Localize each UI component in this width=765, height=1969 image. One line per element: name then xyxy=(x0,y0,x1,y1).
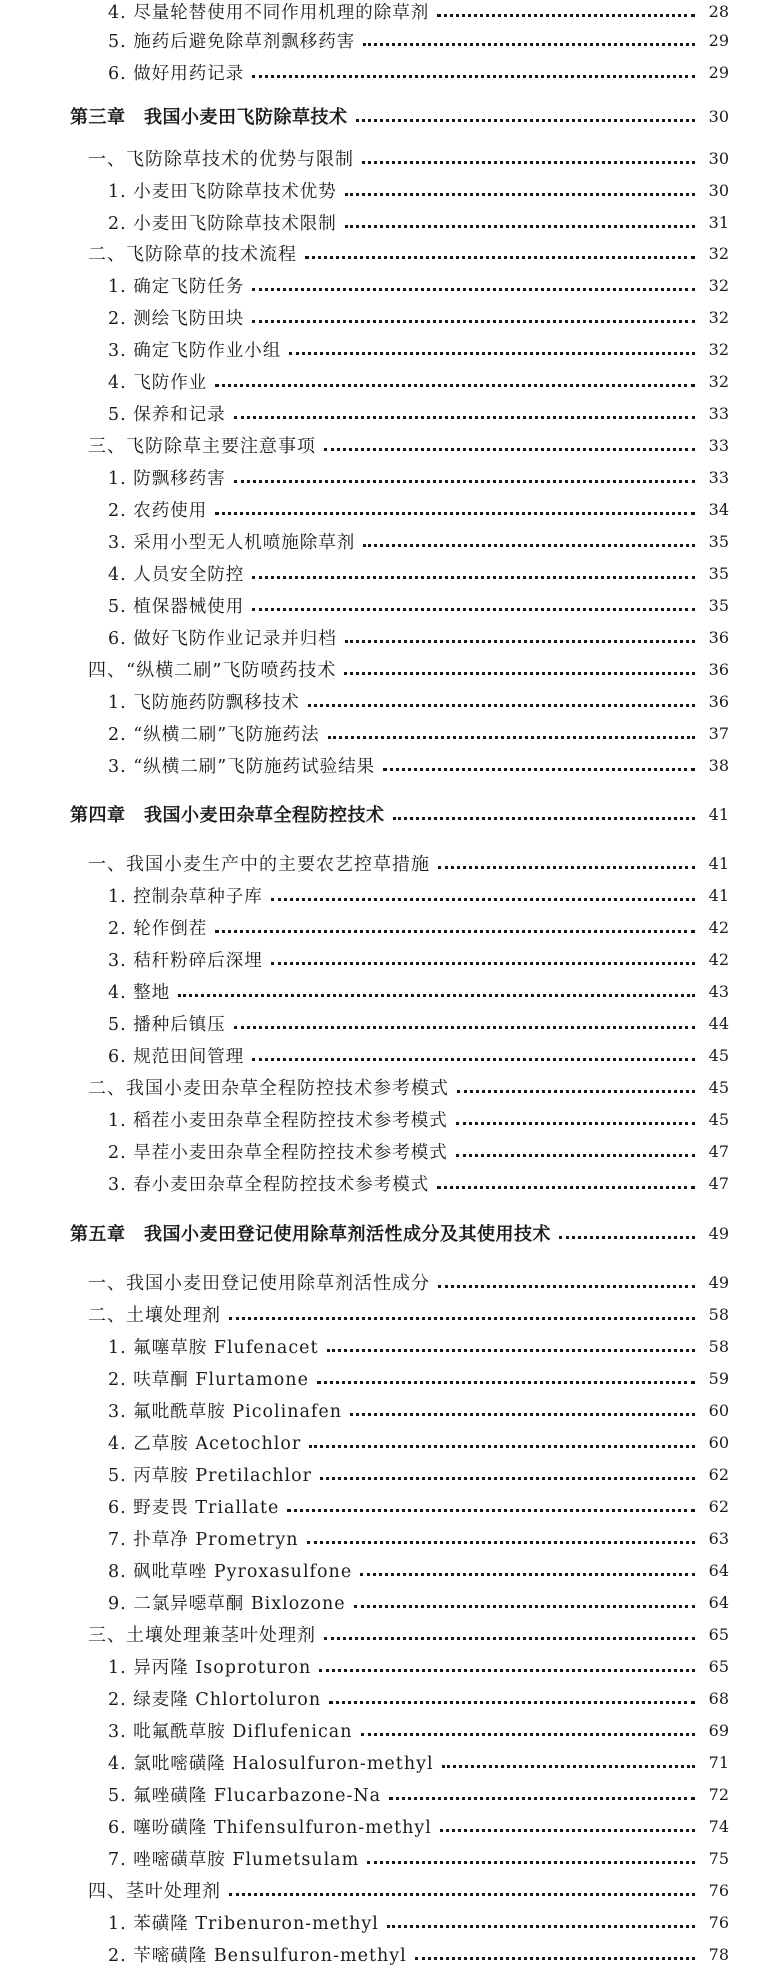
toc-entry-title: 4. 人员安全防控 xyxy=(108,564,245,585)
toc-section xyxy=(0,848,765,878)
dot-leader xyxy=(354,1605,695,1608)
toc-entry-title: 二、我国小麦田杂草全程防控技术参考模式 xyxy=(88,1078,449,1099)
toc-entry-title: 四、茎叶处理剂 xyxy=(88,1881,221,1902)
toc-entry-title: 第三章 我国小麦田飞防除草技术 xyxy=(70,107,348,128)
toc-entry-title: 5. 植保器械使用 xyxy=(108,596,245,617)
toc-entry-page: 36 xyxy=(708,691,729,711)
toc-item xyxy=(0,912,765,942)
toc-entry-page: 49 xyxy=(708,1272,729,1292)
dot-leader xyxy=(438,866,695,869)
toc-entry-page: 41 xyxy=(708,853,729,873)
toc-entry-page: 49 xyxy=(708,1223,729,1243)
toc-entry-page: 33 xyxy=(708,467,729,487)
toc-item xyxy=(0,207,765,237)
dot-leader xyxy=(252,1058,695,1061)
dot-leader xyxy=(271,962,695,965)
toc-entry-title: 1. 苯磺隆 Tribenuron-methyl xyxy=(108,1913,379,1934)
toc-entry-title: 5. 保养和记录 xyxy=(108,404,226,425)
toc-entry-title: 3. 吡氟酰草胺 Diflufenican xyxy=(108,1721,353,1742)
dot-leader xyxy=(234,1026,695,1029)
toc-section xyxy=(0,1267,765,1297)
dot-leader xyxy=(456,1154,695,1157)
toc-item xyxy=(0,622,765,652)
dot-leader xyxy=(229,1893,695,1896)
dot-leader xyxy=(360,1573,695,1576)
dot-leader xyxy=(437,14,695,17)
toc-entry-page: 68 xyxy=(708,1688,729,1708)
toc-entry-title: 1. 飞防施药防飘移技术 xyxy=(108,692,300,713)
toc-entry-title: 6. 规范田间管理 xyxy=(108,1046,245,1067)
toc-item xyxy=(0,1427,765,1457)
toc-item xyxy=(0,175,765,205)
toc-item xyxy=(0,590,765,620)
toc-item xyxy=(0,880,765,910)
toc-entry-page: 76 xyxy=(708,1912,729,1932)
toc-entry-title: 4. 飞防作业 xyxy=(108,372,208,393)
toc-entry-page: 33 xyxy=(708,435,729,455)
dot-leader xyxy=(234,416,695,419)
dot-leader xyxy=(252,576,695,579)
toc-item xyxy=(0,366,765,396)
toc-item xyxy=(0,1168,765,1198)
toc-entry-page: 62 xyxy=(708,1496,729,1516)
toc-entry-page: 47 xyxy=(708,1141,729,1161)
toc-entry-page: 41 xyxy=(708,804,729,824)
toc-item xyxy=(0,494,765,524)
toc-entry-page: 65 xyxy=(708,1624,729,1644)
toc-entry-title: 2. 苄嘧磺隆 Bensulfuron-methyl xyxy=(108,1945,407,1966)
toc-item xyxy=(0,398,765,428)
toc-entry-page: 75 xyxy=(708,1848,729,1868)
dot-leader xyxy=(393,817,696,820)
dot-leader xyxy=(415,1957,695,1960)
toc-entry-title: 2. 旱茬小麦田杂草全程防控技术参考模式 xyxy=(108,1142,448,1163)
toc-entry-page: 58 xyxy=(708,1304,729,1324)
toc-entry-title: 6. 做好用药记录 xyxy=(108,63,245,84)
toc-entry-title: 5. 施药后避免除草剂飘移药害 xyxy=(108,31,356,52)
toc-entry-page: 29 xyxy=(708,62,729,82)
dot-leader xyxy=(362,161,695,164)
toc-section xyxy=(0,654,765,684)
toc-entry-title: 7. 唑嘧磺草胺 Flumetsulam xyxy=(108,1849,360,1870)
toc-entry-page: 37 xyxy=(708,723,729,743)
toc-item xyxy=(0,1459,765,1489)
toc-item xyxy=(0,462,765,492)
dot-leader xyxy=(308,704,695,707)
toc-section xyxy=(0,238,765,268)
toc-entry-title: 2. 农药使用 xyxy=(108,500,208,521)
dot-leader xyxy=(345,640,695,643)
toc-entry-page: 35 xyxy=(708,531,729,551)
dot-leader xyxy=(367,1861,695,1864)
toc-item xyxy=(0,1779,765,1809)
toc-entry-page: 47 xyxy=(708,1173,729,1193)
toc-item xyxy=(0,1395,765,1425)
toc-entry-page: 32 xyxy=(708,339,729,359)
toc-entry-page: 32 xyxy=(708,307,729,327)
dot-leader xyxy=(229,1317,695,1320)
toc-entry-page: 58 xyxy=(708,1336,729,1356)
dot-leader xyxy=(345,225,695,228)
toc-entry-page: 63 xyxy=(708,1528,729,1548)
toc-entry-page: 72 xyxy=(708,1784,729,1804)
dot-leader xyxy=(252,288,695,291)
toc-section xyxy=(0,430,765,460)
toc-item xyxy=(0,1331,765,1361)
dot-leader xyxy=(320,1477,695,1480)
toc-item xyxy=(0,57,765,87)
dot-leader xyxy=(287,1509,695,1512)
toc-entry-title: 2. 轮作倒茬 xyxy=(108,918,208,939)
dot-leader xyxy=(317,1381,695,1384)
toc-entry-page: 60 xyxy=(708,1432,729,1452)
dot-leader xyxy=(457,1090,695,1093)
toc-entry-page: 45 xyxy=(708,1109,729,1129)
dot-leader xyxy=(363,544,695,547)
toc-entry-title: 6. 做好飞防作业记录并归档 xyxy=(108,628,337,649)
toc-item xyxy=(0,558,765,588)
dot-leader xyxy=(345,193,695,196)
toc-item xyxy=(0,1651,765,1681)
toc-item xyxy=(0,976,765,1006)
toc-section xyxy=(0,1619,765,1649)
toc-entry-title: 3. “纵横二刷”飞防施药试验结果 xyxy=(108,756,376,777)
toc-item xyxy=(0,270,765,300)
dot-leader xyxy=(234,480,695,483)
toc-entry-page: 32 xyxy=(708,371,729,391)
dot-leader xyxy=(271,898,695,901)
toc-item xyxy=(0,1811,765,1841)
toc-entry-title: 三、飞防除草主要注意事项 xyxy=(88,436,316,457)
toc-entry-page: 30 xyxy=(708,180,729,200)
toc-entry-title: 2. 测绘飞防田块 xyxy=(108,308,245,329)
toc-entry-title: 第四章 我国小麦田杂草全程防控技术 xyxy=(70,805,385,826)
toc-entry-page: 62 xyxy=(708,1464,729,1484)
dot-leader xyxy=(327,1349,695,1352)
toc-entry-title: 1. 氟噻草胺 Flufenacet xyxy=(108,1337,319,1358)
toc-entry-title: 三、土壤处理兼茎叶处理剂 xyxy=(88,1625,316,1646)
toc-item xyxy=(0,1843,765,1873)
toc-entry-title: 一、飞防除草技术的优势与限制 xyxy=(88,149,354,170)
dot-leader xyxy=(307,1541,695,1544)
dot-leader xyxy=(309,1445,695,1448)
toc-entry-title: 2. 小麦田飞防除草技术限制 xyxy=(108,213,337,234)
toc-entry-title: 1. 确定飞防任务 xyxy=(108,276,245,297)
toc-entry-title: 1. 防飘移药害 xyxy=(108,468,226,489)
toc-entry-page: 71 xyxy=(708,1752,729,1772)
toc-section xyxy=(0,1875,765,1905)
toc-entry-page: 42 xyxy=(708,917,729,937)
toc-chapter xyxy=(0,1218,765,1248)
toc-entry-page: 31 xyxy=(708,212,729,232)
toc-item xyxy=(0,1747,765,1777)
toc-entry-page: 30 xyxy=(708,106,729,126)
dot-leader xyxy=(215,512,695,515)
dot-leader xyxy=(178,994,695,997)
toc-entry-page: 59 xyxy=(708,1368,729,1388)
toc-item xyxy=(0,1683,765,1713)
toc-entry-page: 45 xyxy=(708,1045,729,1065)
toc-item xyxy=(0,686,765,716)
dot-leader xyxy=(319,1669,695,1672)
toc-item xyxy=(0,1907,765,1937)
toc-entry-page: 32 xyxy=(708,275,729,295)
toc-entry-title: 二、土壤处理剂 xyxy=(88,1305,221,1326)
dot-leader xyxy=(252,75,695,78)
toc-entry-page: 36 xyxy=(708,659,729,679)
toc-item xyxy=(0,750,765,780)
toc-entry-page: 64 xyxy=(708,1592,729,1612)
toc-section xyxy=(0,1072,765,1102)
toc-entry-title: 4. 乙草胺 Acetochlor xyxy=(108,1433,302,1454)
toc-entry-title: 二、飞防除草的技术流程 xyxy=(88,244,297,265)
dot-leader xyxy=(356,119,696,122)
toc-entry-page: 30 xyxy=(708,148,729,168)
toc-item xyxy=(0,1363,765,1393)
toc-entry-page: 28 xyxy=(708,1,729,21)
dot-leader xyxy=(350,1413,695,1416)
toc-entry-title: 3. 确定飞防作业小组 xyxy=(108,340,282,361)
dot-leader xyxy=(456,1122,695,1125)
dot-leader xyxy=(328,736,695,739)
toc-item xyxy=(0,1715,765,1745)
toc-entry-title: 3. 秸秆粉碎后深埋 xyxy=(108,950,263,971)
toc-entry-page: 41 xyxy=(708,885,729,905)
dot-leader xyxy=(389,1797,695,1800)
dot-leader xyxy=(437,1186,695,1189)
toc-entry-title: 1. 异丙隆 Isoproturon xyxy=(108,1657,312,1678)
toc-entry-title: 5. 丙草胺 Pretilachlor xyxy=(108,1465,313,1486)
toc-entry-page: 44 xyxy=(708,1013,729,1033)
toc-entry-title: 9. 二氯异噁草酮 Bixlozone xyxy=(108,1593,346,1614)
toc-entry-title: 7. 扑草净 Prometryn xyxy=(108,1529,299,1550)
toc-entry-title: 8. 砜吡草唑 Pyroxasulfone xyxy=(108,1561,353,1582)
toc-item xyxy=(0,1491,765,1521)
toc-entry-page: 43 xyxy=(708,981,729,1001)
toc-item xyxy=(0,1104,765,1134)
dot-leader xyxy=(440,1829,695,1832)
toc-item xyxy=(0,1555,765,1585)
toc-entry-title: 1. 小麦田飞防除草技术优势 xyxy=(108,181,337,202)
toc-item xyxy=(0,1008,765,1038)
toc-section xyxy=(0,1299,765,1329)
dot-leader xyxy=(324,1637,695,1640)
toc-entry-title: 4. 氯吡嘧磺隆 Halosulfuron-methyl xyxy=(108,1753,434,1774)
toc-item xyxy=(0,302,765,332)
toc-entry-page: 38 xyxy=(708,755,729,775)
dot-leader xyxy=(252,608,695,611)
dot-leader xyxy=(305,256,695,259)
toc-item xyxy=(0,0,765,26)
dot-leader xyxy=(324,448,695,451)
toc-entry-title: 一、我国小麦田登记使用除草剂活性成分 xyxy=(88,1273,430,1294)
toc-entry-page: 34 xyxy=(708,499,729,519)
dot-leader xyxy=(252,320,695,323)
toc-entry-title: 一、我国小麦生产中的主要农艺控草措施 xyxy=(88,854,430,875)
toc-item xyxy=(0,1939,765,1969)
toc-chapter xyxy=(0,101,765,131)
toc-item xyxy=(0,944,765,974)
toc-entry-title: 1. 稻茬小麦田杂草全程防控技术参考模式 xyxy=(108,1110,448,1131)
toc-entry-page: 65 xyxy=(708,1656,729,1676)
toc-entry-title: 3. 采用小型无人机喷施除草剂 xyxy=(108,532,356,553)
toc-item xyxy=(0,1136,765,1166)
dot-leader xyxy=(361,1733,695,1736)
toc-entry-title: 4. 尽量轮替使用不同作用机理的除草剂 xyxy=(108,2,430,23)
dot-leader xyxy=(383,768,695,771)
toc-entry-title: 5. 氟唑磺隆 Flucarbazone-Na xyxy=(108,1785,382,1806)
toc-entry-title: 第五章 我国小麦田登记使用除草剂活性成分及其使用技术 xyxy=(70,1224,551,1245)
toc-item xyxy=(0,1523,765,1553)
toc-item xyxy=(0,1587,765,1617)
toc-item xyxy=(0,334,765,364)
dot-leader xyxy=(442,1765,695,1768)
toc-entry-page: 78 xyxy=(708,1944,729,1964)
toc-entry-page: 33 xyxy=(708,403,729,423)
dot-leader xyxy=(215,384,695,387)
toc-entry-title: 6. 野麦畏 Triallate xyxy=(108,1497,280,1518)
dot-leader xyxy=(215,930,695,933)
dot-leader xyxy=(559,1236,695,1239)
toc-entry-title: 3. 氟吡酰草胺 Picolinafen xyxy=(108,1401,343,1422)
dot-leader xyxy=(344,672,695,675)
toc-entry-title: 6. 噻吩磺隆 Thifensulfuron-methyl xyxy=(108,1817,432,1838)
toc-entry-page: 36 xyxy=(708,627,729,647)
toc-entry-page: 69 xyxy=(708,1720,729,1740)
toc-entry-page: 45 xyxy=(708,1077,729,1097)
toc-item xyxy=(0,25,765,55)
toc-section xyxy=(0,143,765,173)
dot-leader xyxy=(387,1925,695,1928)
toc-entry-page: 35 xyxy=(708,563,729,583)
toc-entry-title: 4. 整地 xyxy=(108,982,171,1003)
toc-entry-page: 64 xyxy=(708,1560,729,1580)
toc-entry-page: 29 xyxy=(708,30,729,50)
toc-entry-page: 74 xyxy=(708,1816,729,1836)
toc-item xyxy=(0,718,765,748)
toc-entry-title: 1. 控制杂草种子库 xyxy=(108,886,263,907)
toc-entry-title: 3. 春小麦田杂草全程防控技术参考模式 xyxy=(108,1174,430,1195)
toc-entry-page: 60 xyxy=(708,1400,729,1420)
toc-entry-title: 2. 绿麦隆 Chlortoluron xyxy=(108,1689,322,1710)
toc-entry-title: 2. 呋草酮 Flurtamone xyxy=(108,1369,309,1390)
toc-chapter xyxy=(0,799,765,829)
toc-entry-title: 2. “纵横二刷”飞防施药法 xyxy=(108,724,320,745)
toc-entry-page: 35 xyxy=(708,595,729,615)
toc-entry-page: 32 xyxy=(708,243,729,263)
toc-entry-title: 5. 播种后镇压 xyxy=(108,1014,226,1035)
toc-entry-page: 76 xyxy=(708,1880,729,1900)
toc-entry-title: 四、“纵横二刷”飞防喷药技术 xyxy=(88,660,337,681)
toc-item xyxy=(0,1040,765,1070)
dot-leader xyxy=(363,43,695,46)
toc-entry-page: 42 xyxy=(708,949,729,969)
dot-leader xyxy=(438,1285,695,1288)
toc-item xyxy=(0,526,765,556)
dot-leader xyxy=(289,352,695,355)
dot-leader xyxy=(329,1701,695,1704)
